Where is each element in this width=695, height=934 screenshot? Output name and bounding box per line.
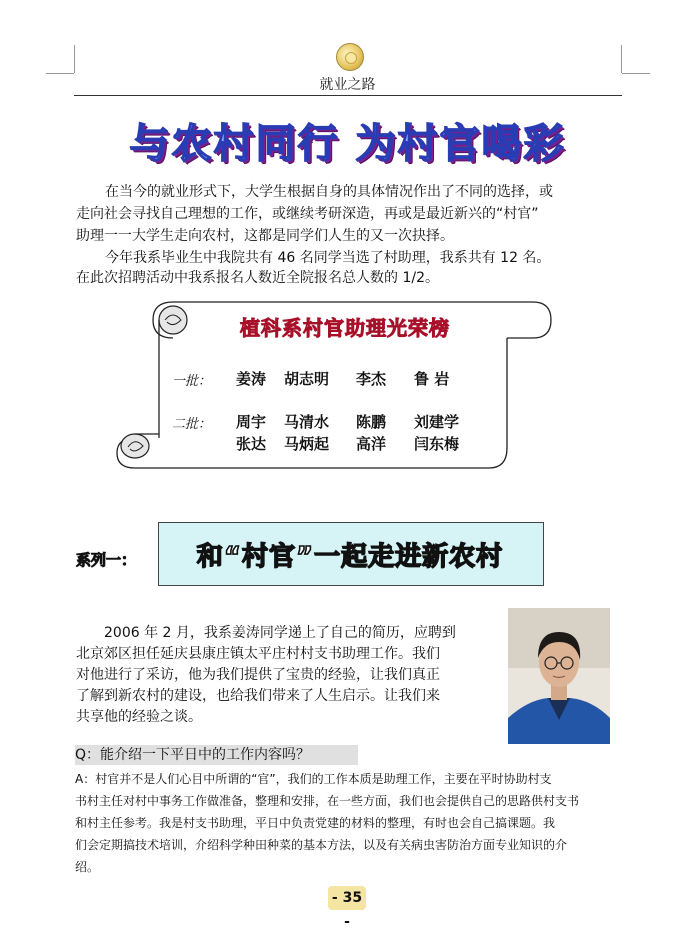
interview-line-1: 2006 年 2 月，我系姜涛同学递上了自己的简历，应聘到 <box>104 625 456 641</box>
answer-line: 和村主任参考。我是村支书助理，平日中负责党建的材料的整理，有时也会自己搞课题。我 <box>75 816 556 830</box>
answer-line: 们会定期搞技术培训，介绍科学种田种菜的基本方法，以及有关病虫害防治方面专业知识的介 <box>75 838 568 852</box>
crop-mark-top-left-v <box>74 45 75 73</box>
crop-mark-top-right-v <box>621 45 622 73</box>
honoree-name: 马炳起 <box>284 435 330 453</box>
series-banner-text: 和“村官”一起走进新农村 <box>196 542 504 572</box>
honoree-name: 马清水 <box>284 413 330 431</box>
batch1-label: 一批： <box>172 374 212 389</box>
stats-line-1: 今年我系毕业生中我院共有 46 名同学当选了村助理，我系共有 12 名。 <box>105 250 551 266</box>
interview-line-4: 了解到新农村的建设，也给我们带来了人生启示。让我们来 <box>76 688 440 704</box>
interview-line-2: 北京郊区担任延庆县康庄镇太平庄村村支书助理工作。我们 <box>76 646 440 662</box>
intro-line-1: 在当今的就业形式下，大学生根据自身的具体情况作出了不同的选择，或 <box>105 184 553 200</box>
interview-line-5: 共享他的经验之谈。 <box>76 709 202 725</box>
honoree-name: 姜涛 <box>236 370 267 388</box>
honoree-name: 张达 <box>236 435 267 453</box>
header-emblem-icon <box>336 43 364 71</box>
answer-line: A：村官并不是人们心目中所谓的“官”，我们的工作本质是助理工作，主要在平时协助村支 <box>75 772 552 786</box>
honoree-name: 陈鹏 <box>356 413 387 431</box>
honoree-name: 闫东梅 <box>414 435 460 453</box>
honor-roll-title: 植科系村官助理光荣榜 <box>240 316 450 340</box>
running-header: 就业之路 <box>319 77 376 93</box>
series-label: 系列一： <box>76 551 137 569</box>
honoree-name: 胡志明 <box>284 370 330 388</box>
honoree-name: 鲁 岩 <box>414 370 450 388</box>
intro-line-3: 助理一一大学生走向农村，这都是同学们人生的又一次抉择。 <box>76 228 454 244</box>
honoree-name: 刘建学 <box>414 413 460 431</box>
honoree-name: 李杰 <box>356 370 387 388</box>
header-rule <box>74 95 622 96</box>
answer-line: 书村主任对村中事务工作做准备，整理和安排，在一些方面，我们也会提供自己的思路供村支书 <box>75 794 580 808</box>
batch2-label: 二批： <box>172 417 212 432</box>
question-text: Q：能介绍一下平日中的工作内容吗？ <box>75 747 311 763</box>
honoree-name: 周宇 <box>236 413 267 431</box>
article-title: 与农村同行 为村官喝彩 <box>129 121 566 167</box>
portrait-photo <box>508 608 610 744</box>
answer-text <box>75 768 620 878</box>
page-number: - 35 - <box>328 886 366 910</box>
honoree-name: 高洋 <box>356 435 387 453</box>
interview-line-3: 对他进行了采访，他为我们提供了宝贵的经验，让我们真正 <box>76 667 440 683</box>
stats-line-2: 在此次招聘活动中我系报名人数近全院报名总人数的 1/2。 <box>76 270 439 286</box>
answer-line: 绍。 <box>75 860 100 874</box>
intro-line-2: 走向社会寻找自己理想的工作，或继续考研深造，再或是最近新兴的“村官” <box>76 206 539 222</box>
